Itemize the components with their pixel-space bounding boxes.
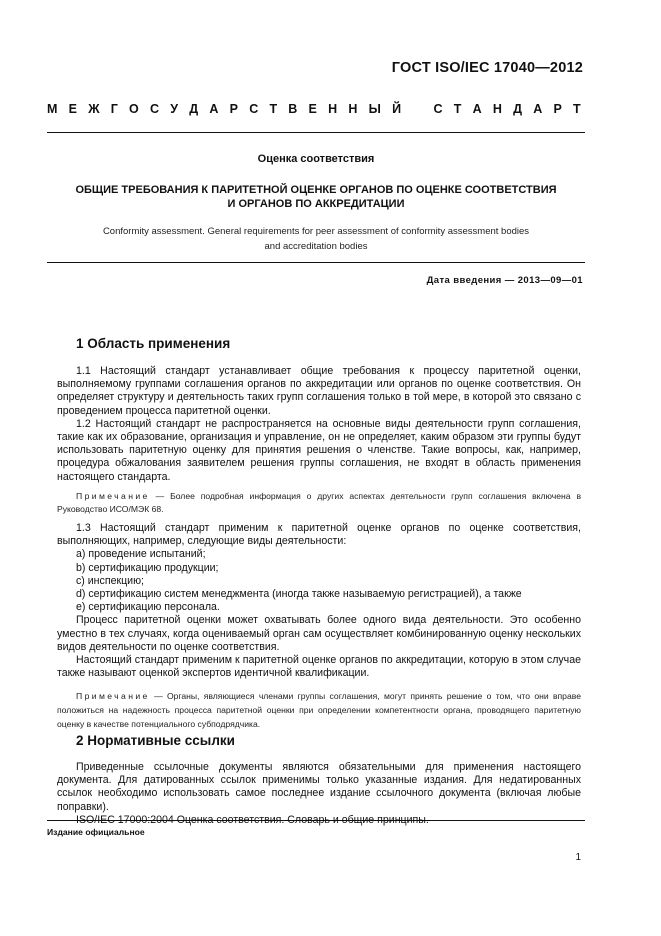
- banner-letter: Е: [68, 102, 77, 116]
- banner-letter: С: [433, 102, 443, 116]
- banner-letter: Т: [453, 102, 462, 116]
- banner-letter: А: [209, 102, 219, 116]
- title-line-2: ОБЩИЕ ТРЕБОВАНИЯ К ПАРИТЕТНОЙ ОЦЕНКЕ ОРГАНОВ ПО ОЦЕНКЕ СООТВЕТСТВИЯ: [75, 184, 557, 196]
- banner-letter: Н: [328, 102, 338, 116]
- banner-letter: Ы: [368, 102, 381, 116]
- banner-letter: Т: [573, 102, 581, 116]
- banner-letter: Н: [492, 102, 502, 116]
- banner-letter: С: [249, 102, 259, 116]
- title-line-1: Оценка соответствия: [257, 153, 375, 165]
- banner-letter: М: [47, 102, 58, 116]
- paragraph-1-3: 1.3 Настоящий стандарт применим к паритетной оценке органов по оценке соответствия, выполняющих, например, следующие виды деятельности:: [57, 522, 581, 548]
- banner-letter: Й: [392, 102, 402, 116]
- banner-letter: А: [533, 102, 543, 116]
- title-line-3: И ОРГАНОВ ПО АККРЕДИТАЦИИ: [227, 198, 405, 210]
- interstate-standard-banner: [47, 102, 581, 116]
- footer-rule: [47, 820, 585, 821]
- top-rule: [47, 132, 585, 133]
- note-2-label: Примечание: [76, 691, 150, 702]
- date-of-introduction: Дата введения — 2013—09—01: [426, 275, 583, 286]
- english-title-line-2: and accreditation bodies: [264, 241, 368, 252]
- note-2: [57, 690, 581, 731]
- paragraph-applicable: Настоящий стандарт применим к паритетной оценке органов по аккредитации, которую в этом случае также называют оценкой экспертов идентичной квалификации.: [57, 654, 581, 680]
- list-item: b) сертификацию продукции;: [76, 561, 219, 574]
- paragraph-process: Процесс паритетной оценки может охватывать более одного вида деятельности. Это особенно уместно в тех случаях, когда оцениваемый орган сам осуществляет комбинированную оценку нескольких видов деятельности по оценке соответствия.: [57, 614, 581, 653]
- list-item: d) сертификацию систем менеджмента (иногда также называемую регистрацией), а также: [76, 588, 522, 601]
- page-number: 1: [575, 852, 581, 863]
- standard-number: ГОСТ ISO/IEC 17040—2012: [391, 60, 583, 76]
- banner-gap: [412, 102, 422, 116]
- list-item: e) сертификацию персонала.: [76, 601, 220, 614]
- banner-letter: Г: [110, 102, 118, 116]
- note-1-label: Примечание: [76, 490, 150, 501]
- note-2-text: — Органы, являющиеся членами группы соглашения, могут принять решение о том, что они вправе положиться на надежность процесса паритетной оценки при определении компетентности органа, проводящего паритетную оценку в качестве потенциального субподрядчика.: [57, 691, 581, 729]
- banner-letter: В: [288, 102, 298, 116]
- banner-letter: Р: [229, 102, 238, 116]
- paragraph-1-2: 1.2 Настоящий стандарт не распространяется на основные виды деятельности групп соглашения, такие как их образование, организация и управление, он не определяет, каким образом эти группы будут использовать паритетную оценку для принятия решения о членстве. Такие вопросы, как, например, процедура обжалования заявителем решения группы соглашения, не входят в область применения настоящего стандарта.: [57, 417, 581, 483]
- section-1-heading: 1 Область применения: [76, 336, 231, 351]
- title-main: [47, 183, 585, 211]
- edition-label: Издание официальное: [47, 827, 145, 837]
- paragraph-2-1: Приведенные ссылочные документы являются обязательными для применения настоящего документа. Для датированных ссылок применимы только указанные издания. Для недатированных ссылок необходимо использовать самое последнее издание ссылочного документа (включая любые поправки).: [57, 761, 581, 813]
- banner-letter: Д: [189, 102, 199, 116]
- banner-letter: Д: [513, 102, 523, 116]
- banner-letter: О: [129, 102, 139, 116]
- banner-letter: Н: [348, 102, 358, 116]
- english-title-line-1: Conformity assessment. General requirements for peer assessment of conformity assessment bodies: [102, 226, 530, 237]
- banner-letter: Ж: [88, 102, 100, 116]
- banner-letter: Е: [308, 102, 317, 116]
- banner-letter: А: [472, 102, 482, 116]
- banner-letter: Т: [269, 102, 278, 116]
- note-1: [57, 490, 581, 517]
- title-rule: [47, 262, 585, 263]
- note-1-text: — Более подробная информация о других аспектах деятельности групп соглашения включена в Руководство ИСО/МЭК 68.: [57, 490, 582, 515]
- activity-list: [57, 548, 581, 614]
- reference-iso-17000: ISO/IEC 17000:2004 Оценка соответствия. Словарь и общие принципы.: [76, 813, 429, 826]
- section-1-body: [57, 365, 581, 731]
- list-item: c) инспекцию;: [76, 574, 144, 587]
- section-2-heading: 2 Нормативные ссылки: [76, 733, 235, 748]
- list-item: a) проведение испытаний;: [76, 548, 206, 561]
- english-title: [47, 224, 585, 254]
- banner-letter: У: [170, 102, 179, 116]
- paragraph-1-1: 1.1 Настоящий стандарт устанавливает общие требования к процессу паритетной оценки, выполняемому группами соглашения органов по аккредитации или органов по оценке соответствия. Он определяет структуру и деятельность таких групп соглашения только в той мере, в которой это связано с проведением процесса паритетной оценки.: [57, 365, 581, 417]
- section-2-body: [57, 761, 581, 827]
- banner-letter: С: [150, 102, 160, 116]
- banner-letter: Р: [553, 102, 562, 116]
